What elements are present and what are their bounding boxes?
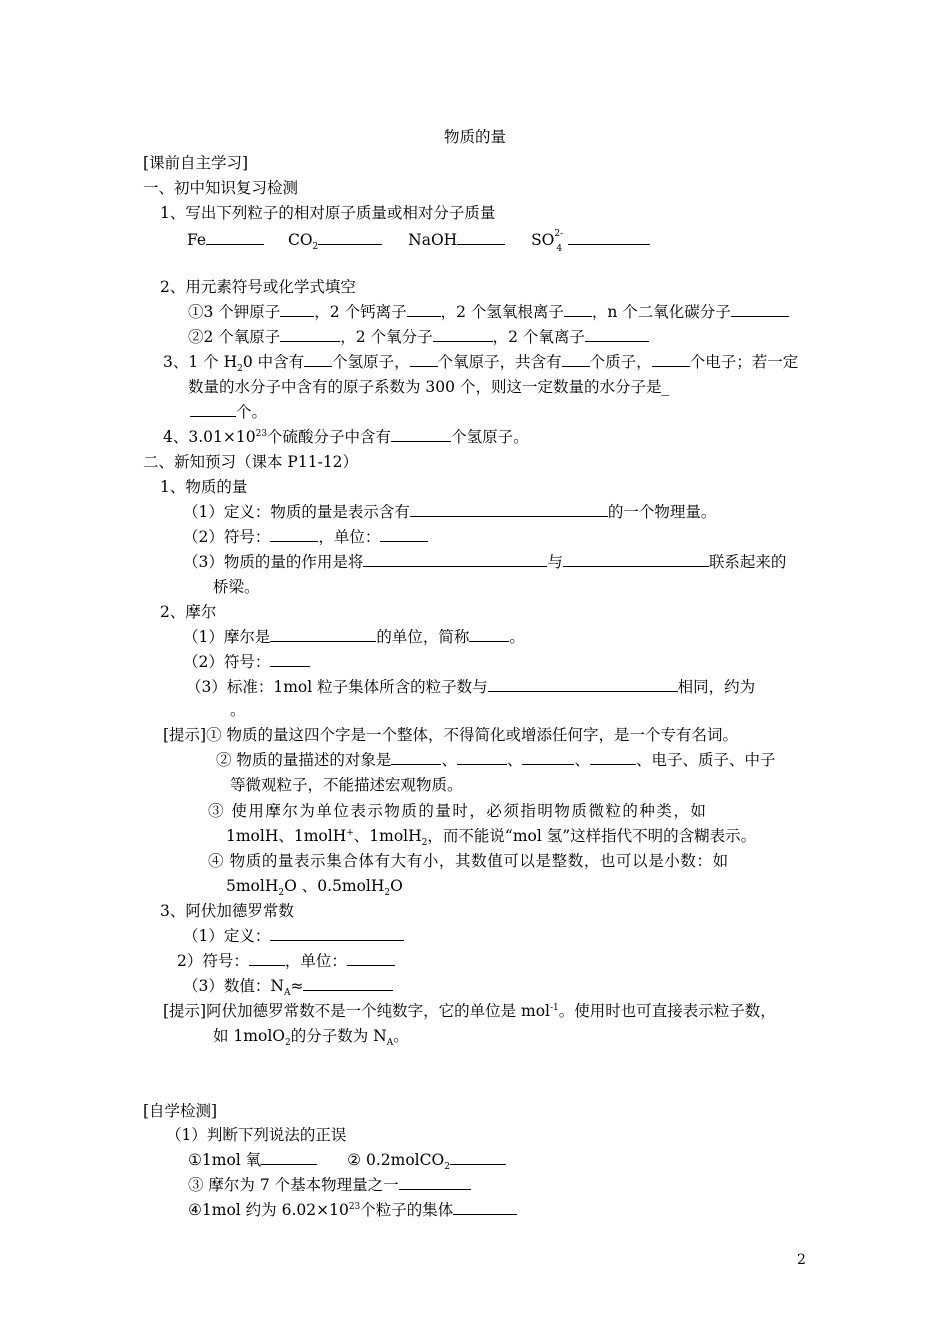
subscript: 2 [312,242,319,253]
mole-standard-2: 。 [230,701,246,719]
text: 4、3.01×10 [163,428,256,446]
text: 、 [574,751,590,769]
text: 3、1 个 H [163,353,238,371]
subscript: 2 [444,1162,450,1173]
text: ② 0.2molCO [347,1151,445,1169]
text: 、电子、质子、中子 [635,751,776,769]
mole-standard [186,677,755,697]
text: ，n 个二氧化碳分子 [591,303,731,321]
text: 个氧原子，共含有 [437,353,562,371]
blank[interactable] [318,230,382,245]
blank[interactable] [453,1200,517,1215]
text: （1）定义： [183,927,271,945]
question-3-line-1 [163,352,799,375]
text: 如 1molO [213,1027,285,1045]
superscript: 2- [554,229,564,239]
text: 相同，约为 [677,678,756,696]
blank[interactable] [590,750,636,765]
blank[interactable] [433,327,493,342]
text: ②2 个氧原子 [188,328,281,346]
blank[interactable] [206,230,264,245]
blank[interactable] [410,352,438,367]
text: ①3 个钾原子 [188,303,281,321]
text: （3）数值：N [183,977,284,995]
superscript: -1 [550,1002,559,1013]
text: ，2 个氢氧根离子 [440,303,564,321]
text: 1molH、1molH [226,827,347,845]
blank[interactable] [270,627,376,642]
subscript: 2 [384,888,391,899]
subscript: 2 [237,364,243,375]
subheading: 3、阿伏加德罗常数 [160,902,294,920]
text: [提示]阿伏加德罗常数不是一个纯数字，它的单位是 mol [163,1002,551,1020]
label-fe: Fe [187,231,207,249]
blank[interactable] [450,1150,506,1165]
text: 个质子， [589,353,652,371]
text: 的一个物理量。 [607,503,717,521]
text: 的单位，简称 [376,628,470,646]
text: ，单位： [284,952,347,970]
blank[interactable] [270,926,404,941]
text: O 、0.5molH [284,877,385,895]
page-title: 物质的量 [443,128,506,146]
blank[interactable] [280,327,340,342]
question-3-line-3 [190,402,267,422]
question-2-line-2 [188,327,649,347]
blank[interactable] [457,750,507,765]
subscript: 2 [284,1038,291,1049]
blank[interactable] [563,552,709,567]
avogadro-tip [163,1001,776,1021]
text: （3）标准：1mol 粒子集体所含的粒子数与 [186,678,488,696]
blank[interactable] [469,627,509,642]
text: 。 [393,1027,409,1045]
blank[interactable] [347,951,395,966]
text: ④1mol 约为 6.02×10 [188,1201,349,1219]
text: 个粒子的集体 [360,1201,454,1219]
text: 0 中含有 [242,353,305,371]
avogadro-tip-2 [213,1026,409,1049]
blank[interactable] [249,951,285,966]
blank[interactable] [304,352,332,367]
avogadro-symbol [177,951,395,971]
label-so4: SO [531,231,555,249]
avogadro-value [183,976,393,999]
text: 、1molH [353,827,422,845]
definition-line [183,502,716,522]
text: 个。 [236,403,268,421]
text: 联系起来的 [708,553,787,571]
text: 的分子数为 N [290,1027,387,1045]
text: ①1mol 氧 [188,1151,262,1169]
tip-2-line-2: 等微观粒子，不能描述宏观物质。 [230,776,463,794]
page-number: 2 [797,1252,806,1268]
blank[interactable] [380,527,428,542]
check-question: （1）判断下列说法的正误 [166,1126,347,1144]
check-item-4 [188,1200,517,1220]
blank[interactable] [391,427,451,442]
question-1-blanks [187,229,650,254]
question-2-line-1 [188,302,789,322]
blank[interactable] [399,1175,471,1190]
subscript: 2 [421,838,428,849]
text: ② 物质的量描述的对象是 [216,751,392,769]
blank[interactable] [280,302,314,317]
text: 。使用时也可直接表示粒子数， [558,1002,776,1020]
subscript: A [386,1038,394,1049]
question-3-line-2: 数量的水分子中含有的原子系数为 300 个，则这一定数量的水分子是_ [188,378,670,396]
text: ，2 个氧分子 [340,328,433,346]
label-co2: CO [287,231,313,249]
text: 个氢原子， [332,353,410,371]
section-header: [课前自主学习] [143,154,249,172]
text: ≈ [290,977,304,995]
text: 个硫酸分子中含有 [267,428,392,446]
blank[interactable] [410,502,608,517]
text: 5molH [226,877,279,895]
text: ，2 个氧离子 [492,328,585,346]
text: 、 [506,751,523,769]
blank[interactable] [363,552,547,567]
label-naoh: NaOH [408,231,458,249]
text: 。 [509,628,525,646]
blank[interactable] [303,976,393,991]
text: ，而不能说“mol 氢”这样指代不明的含糊表示。 [427,827,757,845]
text: （2）符号： [183,653,271,671]
symbol-line [183,527,428,547]
text: 个氢原子。 [451,428,529,446]
subscript: A [283,988,291,999]
blank[interactable] [568,230,650,245]
blank[interactable] [652,352,690,367]
avogadro-definition [183,926,404,946]
role-line-2: 桥梁。 [213,578,260,596]
tip-4: ④ 物质的量表示集合体有大有小，其数值可以是整数，也可以是小数：如 [208,852,729,870]
superscript: 23 [348,1201,361,1212]
blank[interactable] [522,750,574,765]
blank[interactable] [564,302,592,317]
text: O [390,877,403,895]
superscript: 23 [255,428,268,439]
text: ③ 摩尔为 7 个基本物理量之一 [188,1176,399,1194]
text: （1）摩尔是 [183,628,271,646]
text: 2）符号： [177,952,249,970]
blank[interactable] [488,677,678,692]
tip-3: ③ 使用摩尔为单位表示物质的量时，必须指明物质微粒的种类，如 [208,802,708,820]
part-heading: 一、初中知识复习检测 [143,179,299,197]
blank[interactable] [270,652,310,667]
mole-symbol [183,652,310,672]
subheading: 1、物质的量 [160,478,248,496]
role-line [183,552,786,572]
blank[interactable] [731,302,789,317]
section-header: [自学检测] [143,1102,218,1120]
tip-2 [216,750,776,770]
superscript: + [346,827,354,838]
subheading: 2、摩尔 [160,603,217,621]
blank[interactable] [585,327,649,342]
text: 与 [547,553,563,571]
blank[interactable] [270,527,318,542]
text: ，2 个钙离子 [314,303,407,321]
mole-definition [183,627,525,647]
tip-4-line-2 [226,876,403,899]
tip-1: [提示]① 物质的量这四个字是一个整体，不得简化或增添任何字，是一个专有名词。 [163,726,739,744]
blank[interactable] [407,302,441,317]
tip-3-line-2 [226,826,757,849]
text: 、 [441,751,457,769]
subscript: 2 [278,888,285,899]
question-4 [163,427,529,447]
question-2: 2、用元素符号或化学式填空 [160,278,356,296]
text: 个电子；若一定 [689,353,799,371]
text: ，单位： [318,528,381,546]
check-items-1-2 [188,1150,506,1173]
blank[interactable] [562,352,590,367]
part-heading: 二、新知预习（课本 P11-12） [143,453,359,471]
blank[interactable] [391,750,441,765]
check-item-3 [188,1175,471,1195]
blank[interactable] [457,230,505,245]
text: （1）定义：物质的量是表示含有 [183,503,410,521]
question-1: 1、写出下列粒子的相对原子质量或相对分子质量 [160,204,496,222]
text: （2）符号： [183,528,271,546]
text: （3）物质的量的作用是将 [183,553,364,571]
subscript: 4 [556,244,563,254]
blank[interactable] [190,402,236,417]
blank[interactable] [261,1150,317,1165]
